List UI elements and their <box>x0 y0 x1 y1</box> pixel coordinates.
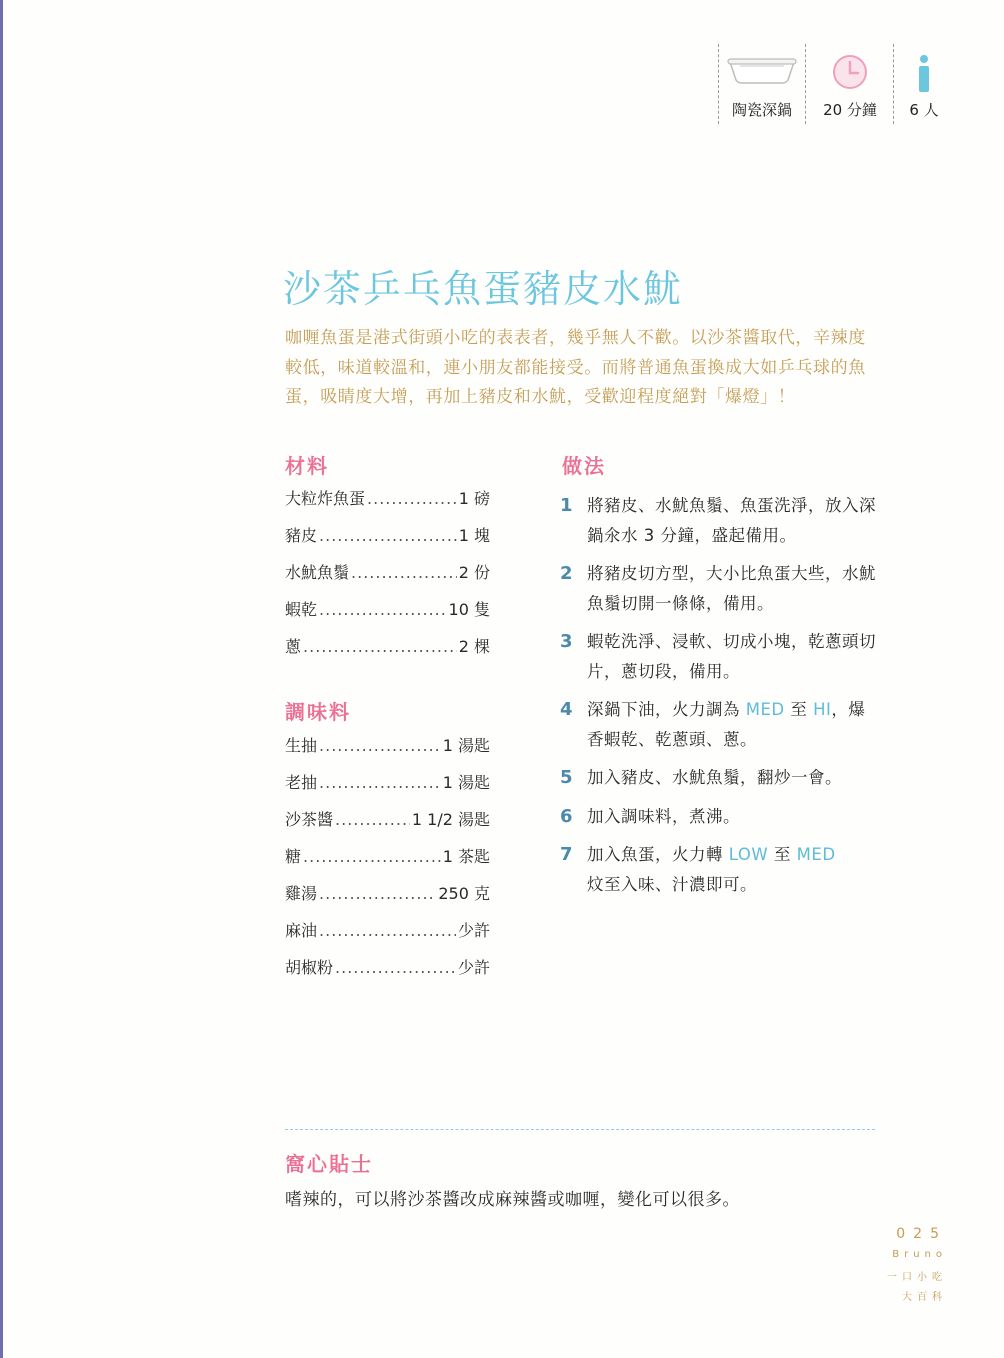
tips-divider <box>285 1129 875 1130</box>
info-cookware <box>718 44 805 124</box>
seasoning-item: 糖 ..... 1 茶匙 <box>285 844 490 881</box>
cookware-label: 陶瓷深鍋 <box>731 101 792 119</box>
method-step: 7 加入魚蛋，火力轉 LOW 至 MED 炆至入味、汁濃即可。 <box>560 844 836 894</box>
seasoning-heading: 調味料 <box>285 700 351 724</box>
page-edge <box>0 0 3 1358</box>
ingredient-item: 水魷魚鬚 ..... 2 份 <box>285 560 490 597</box>
ingredients-list <box>285 486 490 671</box>
seasoning-item: 胡椒粉 ..... 少許 <box>285 955 490 992</box>
recipe-title: 沙茶乒乓魚蛋豬皮水魷 <box>283 267 684 311</box>
book-title-line1: 一口小吃 <box>887 1272 947 1283</box>
seasoning-item: 沙茶醬 ..... 1 1/2 湯匙 <box>285 807 490 844</box>
seasoning-item: 生抽 ..... 1 湯匙 <box>285 733 490 770</box>
tips-text: 嗜辣的，可以將沙茶醬改成麻辣醬或咖喱，變化可以很多。 <box>285 1190 740 1210</box>
ingredient-item: 蔥 ..... 2 棵 <box>285 634 490 671</box>
page-number: 025 <box>896 1226 947 1242</box>
method-step: 1 將豬皮、水魷魚鬚、魚蛋洗淨，放入深鍋氽水 3 分鐘，盛起備用。 <box>560 495 876 545</box>
ingredient-item: 豬皮 ..... 1 塊 <box>285 523 490 560</box>
info-time <box>805 44 894 124</box>
person-icon <box>916 54 932 94</box>
ingredient-item: 大粒炸魚蛋 ..... 1 磅 <box>285 486 490 523</box>
recipe-intro: 咖喱魚蛋是港式街頭小吃的表表者，幾乎無人不歡。以沙茶醬取代，辛辣度較低，味道較溫和，連小朋友都能接受。而將普通魚蛋換成大如乒乓球的魚蛋，吸睛度大增，再加上豬皮和水魷，受歡迎程度絕對「爆燈」！ <box>285 328 866 407</box>
ingredient-item: 蝦乾 ..... 10 隻 <box>285 597 490 634</box>
seasoning-item: 老抽 ..... 1 湯匙 <box>285 770 490 807</box>
servings-label: 6 人 <box>909 101 939 119</box>
clock-icon <box>832 54 868 90</box>
time-label: 20 分鐘 <box>823 101 877 119</box>
ingredients-heading: 材料 <box>285 454 329 478</box>
method-step: 5 加入豬皮、水魷魚鬚，翻炒一會。 <box>560 767 842 788</box>
method-step: 2 將豬皮切方型，大小比魚蛋大些，水魷魚鬚切開一條條，備用。 <box>560 563 876 613</box>
baking-dish-icon <box>726 52 798 86</box>
method-step: 3 蝦乾洗淨、浸軟、切成小塊，乾蔥頭切片，蔥切段，備用。 <box>560 631 876 681</box>
tips-heading: 窩心貼士 <box>285 1152 373 1176</box>
method-steps <box>560 491 878 899</box>
method-heading: 做法 <box>562 454 606 478</box>
seasoning-item: 麻油 ..... 少許 <box>285 918 490 955</box>
seasoning-item: 雞湯 ..... 250 克 <box>285 881 490 918</box>
method-step: 6 加入調味料，煮沸。 <box>560 805 740 827</box>
seasoning-list <box>285 733 490 992</box>
book-brand: Bruno <box>892 1249 947 1260</box>
info-servings <box>893 44 954 124</box>
method-step: 4 深鍋下油，火力調為 MED 至 HI，爆香蝦乾、乾蔥頭、蔥。 <box>560 699 866 749</box>
book-title-line2: 大百科 <box>902 1292 947 1303</box>
